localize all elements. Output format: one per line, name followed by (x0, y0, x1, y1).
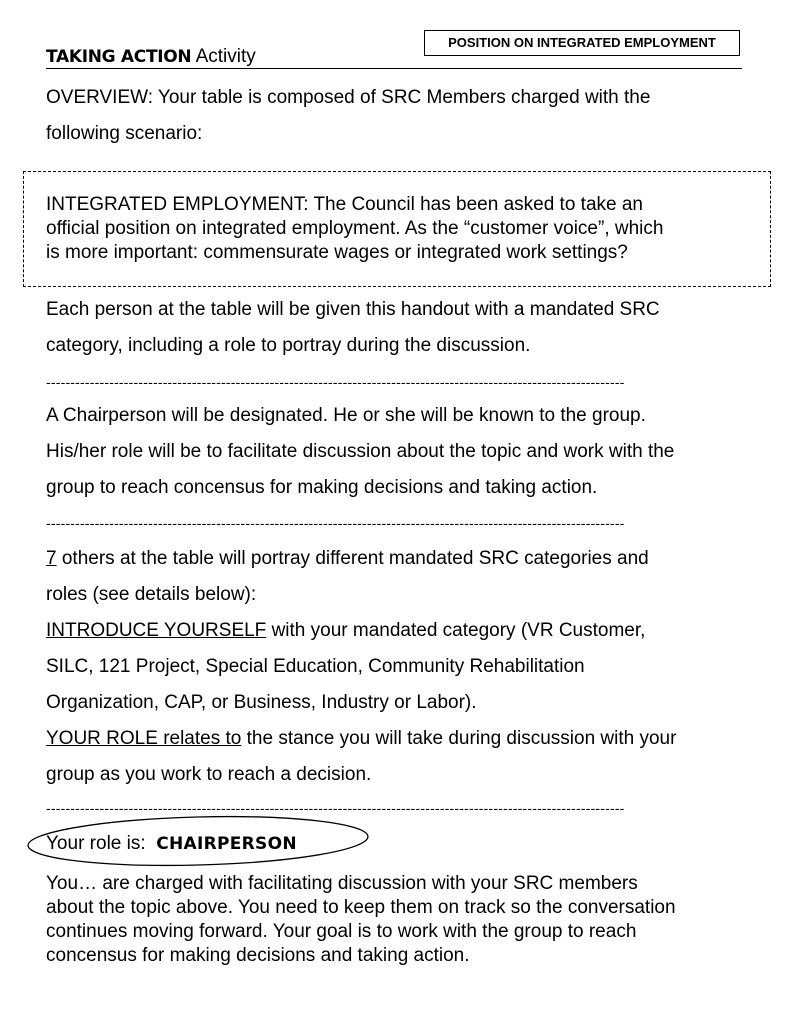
scenario-line-1: INTEGRATED EMPLOYMENT: The Council has been asked to take an (46, 194, 643, 215)
role-description-line-1: You… are charged with facilitating discussion with your SRC members (46, 873, 638, 894)
your-role-line-1-rest: the stance you will take during discussion with your (241, 728, 677, 749)
chairperson-line-1: A Chairperson will be designated. He or she will be known to the group. (46, 405, 646, 426)
title-bold: TAKING ACTION (46, 47, 192, 67)
title-rest: Activity (191, 46, 256, 67)
page-title (46, 46, 256, 68)
role-description-line-3: continues moving forward. Your goal is to work with the group to reach (46, 921, 637, 942)
overview-line-2: following scenario: (46, 123, 203, 144)
chairperson-line-3: group to reach concensus for making decisions and taking action. (46, 477, 598, 498)
role-line (46, 826, 746, 862)
others-line-1-rest: others at the table will portray different mandated SRC categories and (56, 548, 649, 569)
others-line-1 (46, 541, 746, 577)
others-number: 7 (46, 548, 57, 569)
divider-1: ----------------------------------------------------------------------------------------------------------------------- (46, 374, 625, 390)
introduce-underlined: INTRODUCE YOURSELF (46, 620, 267, 641)
role-description-line-2: about the topic above. You need to keep them on track so the conversation (46, 897, 676, 918)
handout-paragraph (46, 292, 746, 364)
introduce-line-1-rest: with your mandated category (VR Customer, (266, 620, 646, 641)
title-rule (46, 68, 742, 69)
overview (46, 80, 746, 152)
introduce-line-2: SILC, 121 Project, Special Education, Community Rehabilitation (46, 656, 585, 677)
your-role-underlined: YOUR ROLE relates to (46, 728, 242, 749)
overview-line-1: OVERVIEW: Your table is composed of SRC Members charged with the (46, 87, 651, 108)
position-box: POSITION ON INTEGRATED EMPLOYMENT (424, 30, 740, 56)
role-description (46, 872, 746, 968)
scenario-line-2: official position on integrated employment. As the “customer voice”, which (46, 218, 664, 239)
role-value: CHAIRPERSON (156, 834, 297, 854)
divider-2: ----------------------------------------------------------------------------------------------------------------------- (46, 515, 625, 531)
role-description-line-4: concensus for making decisions and taking action. (46, 945, 470, 966)
scenario-line-3: is more important: commensurate wages or integrated work settings? (46, 242, 628, 263)
instructions (46, 541, 746, 793)
introduce-line-1 (46, 613, 746, 649)
your-role-line-2: group as you work to reach a decision. (46, 764, 372, 785)
chairperson-line-2: His/her role will be to facilitate discussion about the topic and work with the (46, 441, 675, 462)
handout-line-1: Each person at the table will be given this handout with a mandated SRC (46, 299, 660, 320)
role-label: Your role is: (46, 833, 146, 854)
introduce-line-3: Organization, CAP, or Business, Industry or Labor). (46, 692, 477, 713)
scenario-text (46, 193, 746, 265)
your-role-line-1 (46, 721, 746, 757)
chairperson-paragraph (46, 398, 746, 506)
divider-3: ----------------------------------------------------------------------------------------------------------------------- (46, 800, 625, 816)
others-line-2: roles (see details below): (46, 584, 257, 605)
handout-line-2: category, including a role to portray during the discussion. (46, 335, 531, 356)
